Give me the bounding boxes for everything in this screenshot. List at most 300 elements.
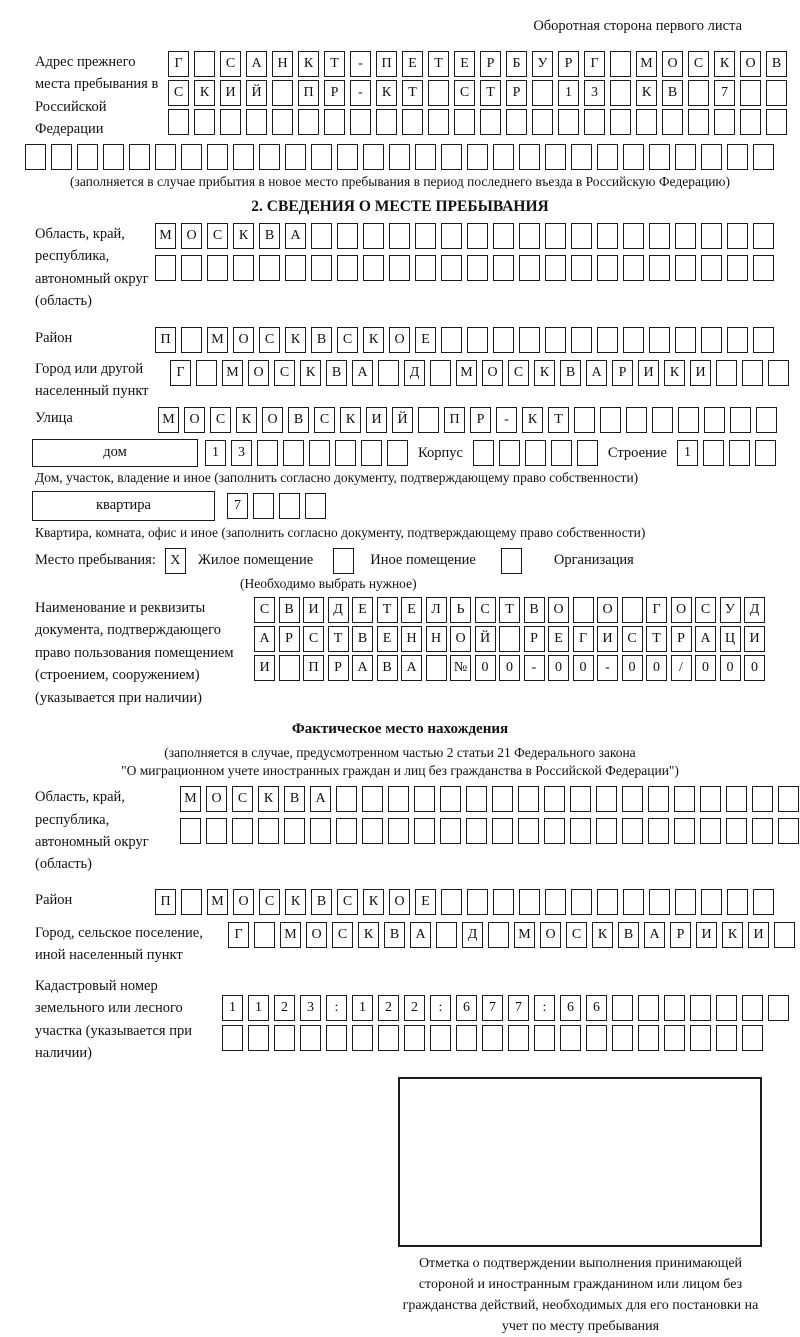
char-cell: [337, 144, 358, 170]
char-cell: [774, 922, 795, 948]
char-cell: [415, 255, 436, 281]
char-cell: [220, 109, 241, 135]
char-cell: :: [534, 995, 555, 1021]
char-cell: [181, 144, 202, 170]
char-cell: Г: [584, 51, 605, 77]
char-cell: Г: [646, 597, 667, 623]
char-cell: [648, 818, 669, 844]
char-cell: [701, 144, 722, 170]
char-cell: [730, 407, 751, 433]
char-cell: [129, 144, 150, 170]
char-cell: [675, 223, 696, 249]
korpus-cells: [473, 440, 598, 466]
char-cell: [571, 223, 592, 249]
char-cell: В: [259, 223, 280, 249]
char-cell: Д: [744, 597, 765, 623]
char-cell: М: [180, 786, 201, 812]
stroenie-label: Строение: [607, 444, 667, 461]
char-cell: 0: [720, 655, 741, 681]
char-cell: [584, 109, 605, 135]
actual-district-row: [155, 889, 774, 915]
char-cell: 0: [475, 655, 496, 681]
char-cell: 1: [222, 995, 243, 1021]
char-cell: 7: [482, 995, 503, 1021]
char-cell: О: [662, 51, 683, 77]
char-cell: [272, 109, 293, 135]
actual-location-note-1: (заполняется в случае, предусмотренном частью 2 статьи 21 Федерального закона: [164, 745, 636, 761]
char-cell: [376, 109, 397, 135]
char-cell: П: [155, 889, 176, 915]
char-cell: [727, 889, 748, 915]
char-cell: [258, 818, 279, 844]
char-cell: -: [524, 655, 545, 681]
char-cell: [664, 1025, 685, 1051]
char-cell: 1: [677, 440, 698, 466]
char-cell: [648, 786, 669, 812]
prev-address-row-4: [25, 144, 800, 170]
house-row: [32, 439, 800, 467]
char-cell: А: [285, 223, 306, 249]
char-cell: И: [220, 80, 241, 106]
char-cell: [532, 80, 553, 106]
prev-address-block: [35, 51, 800, 141]
apartment-type-box: квартира: [32, 491, 215, 521]
char-cell: [768, 995, 789, 1021]
char-cell: [25, 144, 46, 170]
char-cell: [309, 440, 330, 466]
char-cell: [466, 818, 487, 844]
char-cell: [402, 109, 423, 135]
char-cell: М: [222, 360, 243, 386]
char-cell: К: [300, 360, 321, 386]
char-cell: 0: [744, 655, 765, 681]
char-cell: А: [246, 51, 267, 77]
char-cell: [551, 440, 572, 466]
char-cell: [441, 144, 462, 170]
char-cell: 1: [558, 80, 579, 106]
char-cell: [493, 889, 514, 915]
char-cell: У: [720, 597, 741, 623]
char-cell: И: [366, 407, 387, 433]
char-cell: [362, 818, 383, 844]
house-note: Дом, участок, владение и иное (заполнить согласно документу, подтверждающему право собственности): [35, 469, 639, 485]
char-cell: [675, 889, 696, 915]
char-cell: И: [696, 922, 717, 948]
char-cell: [274, 1025, 295, 1051]
char-cell: [389, 255, 410, 281]
char-cell: [181, 889, 202, 915]
char-cell: У: [532, 51, 553, 77]
char-cell: Р: [328, 655, 349, 681]
char-cell: В: [279, 597, 300, 623]
char-cell: [662, 109, 683, 135]
char-cell: [623, 144, 644, 170]
char-cell: В: [766, 51, 787, 77]
actual-district-label: Район: [35, 891, 73, 908]
char-cell: [701, 889, 722, 915]
char-cell: [690, 1025, 711, 1051]
char-cell: [597, 889, 618, 915]
char-cell: С: [475, 597, 496, 623]
char-cell: [467, 327, 488, 353]
char-cell: [311, 255, 332, 281]
char-cell: [596, 818, 617, 844]
actual-region-block: [35, 786, 800, 876]
district-block: [35, 327, 800, 353]
char-cell: [155, 255, 176, 281]
prev-address-label: Адрес прежнего места пребывания в Российской Федерации: [35, 54, 159, 138]
char-cell: К: [233, 223, 254, 249]
char-cell: В: [377, 655, 398, 681]
region-row-2: [155, 255, 774, 281]
char-cell: [649, 144, 670, 170]
char-cell: М: [456, 360, 477, 386]
char-cell: [467, 889, 488, 915]
char-cell: Е: [402, 51, 423, 77]
char-cell: [574, 407, 595, 433]
char-cell: И: [748, 922, 769, 948]
char-cell: [716, 1025, 737, 1051]
char-cell: Й: [246, 80, 267, 106]
actual-region-row-1: [180, 786, 799, 812]
char-cell: [649, 223, 670, 249]
char-cell: [232, 818, 253, 844]
char-cell: Т: [428, 51, 449, 77]
char-cell: :: [326, 995, 347, 1021]
char-cell: [612, 1025, 633, 1051]
char-cell: С: [259, 889, 280, 915]
char-cell: [285, 144, 306, 170]
char-cell: [753, 889, 774, 915]
char-cell: [305, 493, 326, 519]
apartment-row: [32, 491, 800, 521]
char-cell: О: [450, 626, 471, 652]
char-cell: [768, 360, 789, 386]
char-cell: О: [740, 51, 761, 77]
char-cell: Г: [170, 360, 191, 386]
char-cell: К: [636, 80, 657, 106]
char-cell: [378, 1025, 399, 1051]
char-cell: 0: [622, 655, 643, 681]
char-cell: [519, 255, 540, 281]
stay-place-note: (Необходимо выбрать нужное): [240, 575, 417, 591]
char-cell: М: [514, 922, 535, 948]
char-cell: С: [332, 922, 353, 948]
char-cell: [194, 109, 215, 135]
char-cell: [778, 818, 799, 844]
char-cell: О: [181, 223, 202, 249]
char-cell: К: [522, 407, 543, 433]
char-cell: [363, 255, 384, 281]
char-cell: [518, 818, 539, 844]
char-cell: [454, 109, 475, 135]
char-cell: Т: [646, 626, 667, 652]
char-cell: [519, 889, 540, 915]
char-cell: [638, 995, 659, 1021]
char-cell: К: [236, 407, 257, 433]
char-cell: [544, 818, 565, 844]
char-cell: Р: [558, 51, 579, 77]
char-cell: С: [220, 51, 241, 77]
char-cell: [610, 109, 631, 135]
char-cell: А: [410, 922, 431, 948]
cadastral-rows: [222, 995, 789, 1051]
char-cell: [254, 922, 275, 948]
char-cell: [436, 922, 457, 948]
char-cell: [233, 255, 254, 281]
char-cell: А: [352, 655, 373, 681]
char-cell: Т: [328, 626, 349, 652]
char-cell: С: [168, 80, 189, 106]
char-cell: Б: [506, 51, 527, 77]
char-cell: А: [644, 922, 665, 948]
char-cell: Р: [671, 626, 692, 652]
char-cell: [352, 1025, 373, 1051]
char-cell: [418, 407, 439, 433]
char-cell: О: [206, 786, 227, 812]
char-cell: [207, 255, 228, 281]
document-rows: [254, 597, 765, 681]
char-cell: [206, 818, 227, 844]
char-cell: [727, 327, 748, 353]
char-cell: [415, 144, 436, 170]
char-cell: Р: [324, 80, 345, 106]
actual-location-title: Фактическое место нахождения: [291, 721, 509, 738]
char-cell: [571, 144, 592, 170]
char-cell: 6: [560, 995, 581, 1021]
house-number-cells: [205, 440, 408, 466]
document-row-3: [254, 655, 765, 681]
char-cell: [727, 223, 748, 249]
page-side-note: Оборотная сторона первого листа: [533, 18, 742, 34]
char-cell: П: [298, 80, 319, 106]
char-cell: [181, 255, 202, 281]
street-row: [158, 407, 777, 433]
char-cell: С: [337, 327, 358, 353]
char-cell: [597, 255, 618, 281]
city-label: Город или другой населенный пункт: [35, 360, 149, 400]
cadastral-block: [35, 975, 800, 1065]
char-cell: [623, 223, 644, 249]
char-cell: [467, 144, 488, 170]
char-cell: [649, 889, 670, 915]
char-cell: С: [688, 51, 709, 77]
char-cell: [597, 223, 618, 249]
char-cell: 1: [248, 995, 269, 1021]
char-cell: [488, 922, 509, 948]
organization-option-label: Организация: [553, 552, 634, 569]
char-cell: Ь: [450, 597, 471, 623]
char-cell: [638, 1025, 659, 1051]
region-row-1: [155, 223, 774, 249]
char-cell: [766, 80, 787, 106]
char-cell: [610, 51, 631, 77]
char-cell: К: [285, 327, 306, 353]
char-cell: В: [662, 80, 683, 106]
char-cell: [571, 889, 592, 915]
actual-location-note-2: "О миграционном учете иностранных граждан и лиц без гражданства в Российской Федерации"): [121, 763, 679, 779]
char-cell: [440, 818, 461, 844]
char-cell: [248, 1025, 269, 1051]
char-cell: Н: [426, 626, 447, 652]
district-row: [155, 327, 774, 353]
char-cell: В: [618, 922, 639, 948]
char-cell: К: [340, 407, 361, 433]
char-cell: [389, 144, 410, 170]
char-cell: К: [714, 51, 735, 77]
char-cell: 1: [352, 995, 373, 1021]
settlement-block: [35, 922, 800, 967]
char-cell: [753, 327, 774, 353]
char-cell: Р: [524, 626, 545, 652]
char-cell: [480, 109, 501, 135]
char-cell: [570, 786, 591, 812]
char-cell: О: [540, 922, 561, 948]
char-cell: 0: [695, 655, 716, 681]
char-cell: Т: [548, 407, 569, 433]
char-cell: К: [534, 360, 555, 386]
char-cell: К: [298, 51, 319, 77]
char-cell: К: [376, 80, 397, 106]
char-cell: [622, 786, 643, 812]
char-cell: П: [303, 655, 324, 681]
stay-place-label: Место пребывания:: [35, 552, 156, 569]
registration-form-back-page: [0, 18, 800, 1334]
char-cell: [279, 493, 300, 519]
char-cell: С: [232, 786, 253, 812]
char-cell: В: [284, 786, 305, 812]
char-cell: С: [508, 360, 529, 386]
char-cell: [233, 144, 254, 170]
char-cell: [441, 223, 462, 249]
char-cell: [441, 889, 462, 915]
char-cell: С: [622, 626, 643, 652]
char-cell: [756, 407, 777, 433]
char-cell: [742, 995, 763, 1021]
document-row-2: [254, 626, 765, 652]
stamp-box: [398, 1077, 762, 1247]
char-cell: Т: [377, 597, 398, 623]
char-cell: [544, 786, 565, 812]
char-cell: [155, 144, 176, 170]
char-cell: [778, 786, 799, 812]
char-cell: С: [259, 327, 280, 353]
char-cell: С: [566, 922, 587, 948]
cadastral-label: Кадастровый номер земельного или лесного участка (указывается при наличии): [35, 977, 192, 1062]
char-cell: А: [401, 655, 422, 681]
char-cell: [492, 786, 513, 812]
char-cell: В: [326, 360, 347, 386]
char-cell: [752, 786, 773, 812]
char-cell: О: [389, 889, 410, 915]
char-cell: [714, 109, 735, 135]
char-cell: [742, 1025, 763, 1051]
actual-region-rows: [180, 786, 799, 844]
char-cell: [525, 440, 546, 466]
other-premises-option-label: Иное помещение: [370, 552, 476, 569]
char-cell: [753, 223, 774, 249]
char-cell: К: [285, 889, 306, 915]
char-cell: С: [314, 407, 335, 433]
char-cell: Г: [228, 922, 249, 948]
region-block: [35, 223, 800, 313]
char-cell: [259, 255, 280, 281]
char-cell: [389, 223, 410, 249]
char-cell: [726, 786, 747, 812]
char-cell: О: [248, 360, 269, 386]
char-cell: [534, 1025, 555, 1051]
char-cell: В: [311, 327, 332, 353]
char-cell: 3: [584, 80, 605, 106]
char-cell: Р: [670, 922, 691, 948]
char-cell: 6: [586, 995, 607, 1021]
char-cell: А: [254, 626, 275, 652]
district-label: Район: [35, 329, 73, 346]
char-cell: [518, 786, 539, 812]
char-cell: [361, 440, 382, 466]
char-cell: [363, 144, 384, 170]
char-cell: Н: [272, 51, 293, 77]
char-cell: М: [155, 223, 176, 249]
prev-address-rows: [168, 51, 787, 135]
char-cell: К: [363, 889, 384, 915]
char-cell: [441, 327, 462, 353]
char-cell: 7: [508, 995, 529, 1021]
char-cell: [610, 80, 631, 106]
char-cell: [545, 223, 566, 249]
char-cell: [310, 818, 331, 844]
char-cell: М: [280, 922, 301, 948]
char-cell: Е: [454, 51, 475, 77]
char-cell: [649, 327, 670, 353]
street-label: Улица: [35, 409, 73, 426]
char-cell: [493, 223, 514, 249]
char-cell: И: [303, 597, 324, 623]
section2-title: 2. СВЕДЕНИЯ О МЕСТЕ ПРЕБЫВАНИЯ: [251, 197, 549, 215]
char-cell: [600, 407, 621, 433]
char-cell: [740, 80, 761, 106]
cadastral-row-2: [222, 1025, 789, 1051]
char-cell: [441, 255, 462, 281]
char-cell: 0: [646, 655, 667, 681]
char-cell: И: [597, 626, 618, 652]
char-cell: Д: [462, 922, 483, 948]
char-cell: Е: [401, 597, 422, 623]
char-cell: Е: [377, 626, 398, 652]
char-cell: [194, 51, 215, 77]
char-cell: [623, 255, 644, 281]
char-cell: [755, 440, 776, 466]
char-cell: [362, 786, 383, 812]
char-cell: [675, 255, 696, 281]
char-cell: [180, 818, 201, 844]
char-cell: [560, 1025, 581, 1051]
char-cell: [753, 255, 774, 281]
char-cell: Р: [279, 626, 300, 652]
char-cell: М: [207, 889, 228, 915]
char-cell: [597, 144, 618, 170]
char-cell: П: [155, 327, 176, 353]
char-cell: 7: [227, 493, 248, 519]
char-cell: 2: [378, 995, 399, 1021]
char-cell: Д: [404, 360, 425, 386]
char-cell: [335, 440, 356, 466]
char-cell: [222, 1025, 243, 1051]
char-cell: [324, 109, 345, 135]
cadastral-row-1: [222, 995, 789, 1021]
char-cell: [596, 786, 617, 812]
actual-region-row-2: [180, 818, 799, 844]
